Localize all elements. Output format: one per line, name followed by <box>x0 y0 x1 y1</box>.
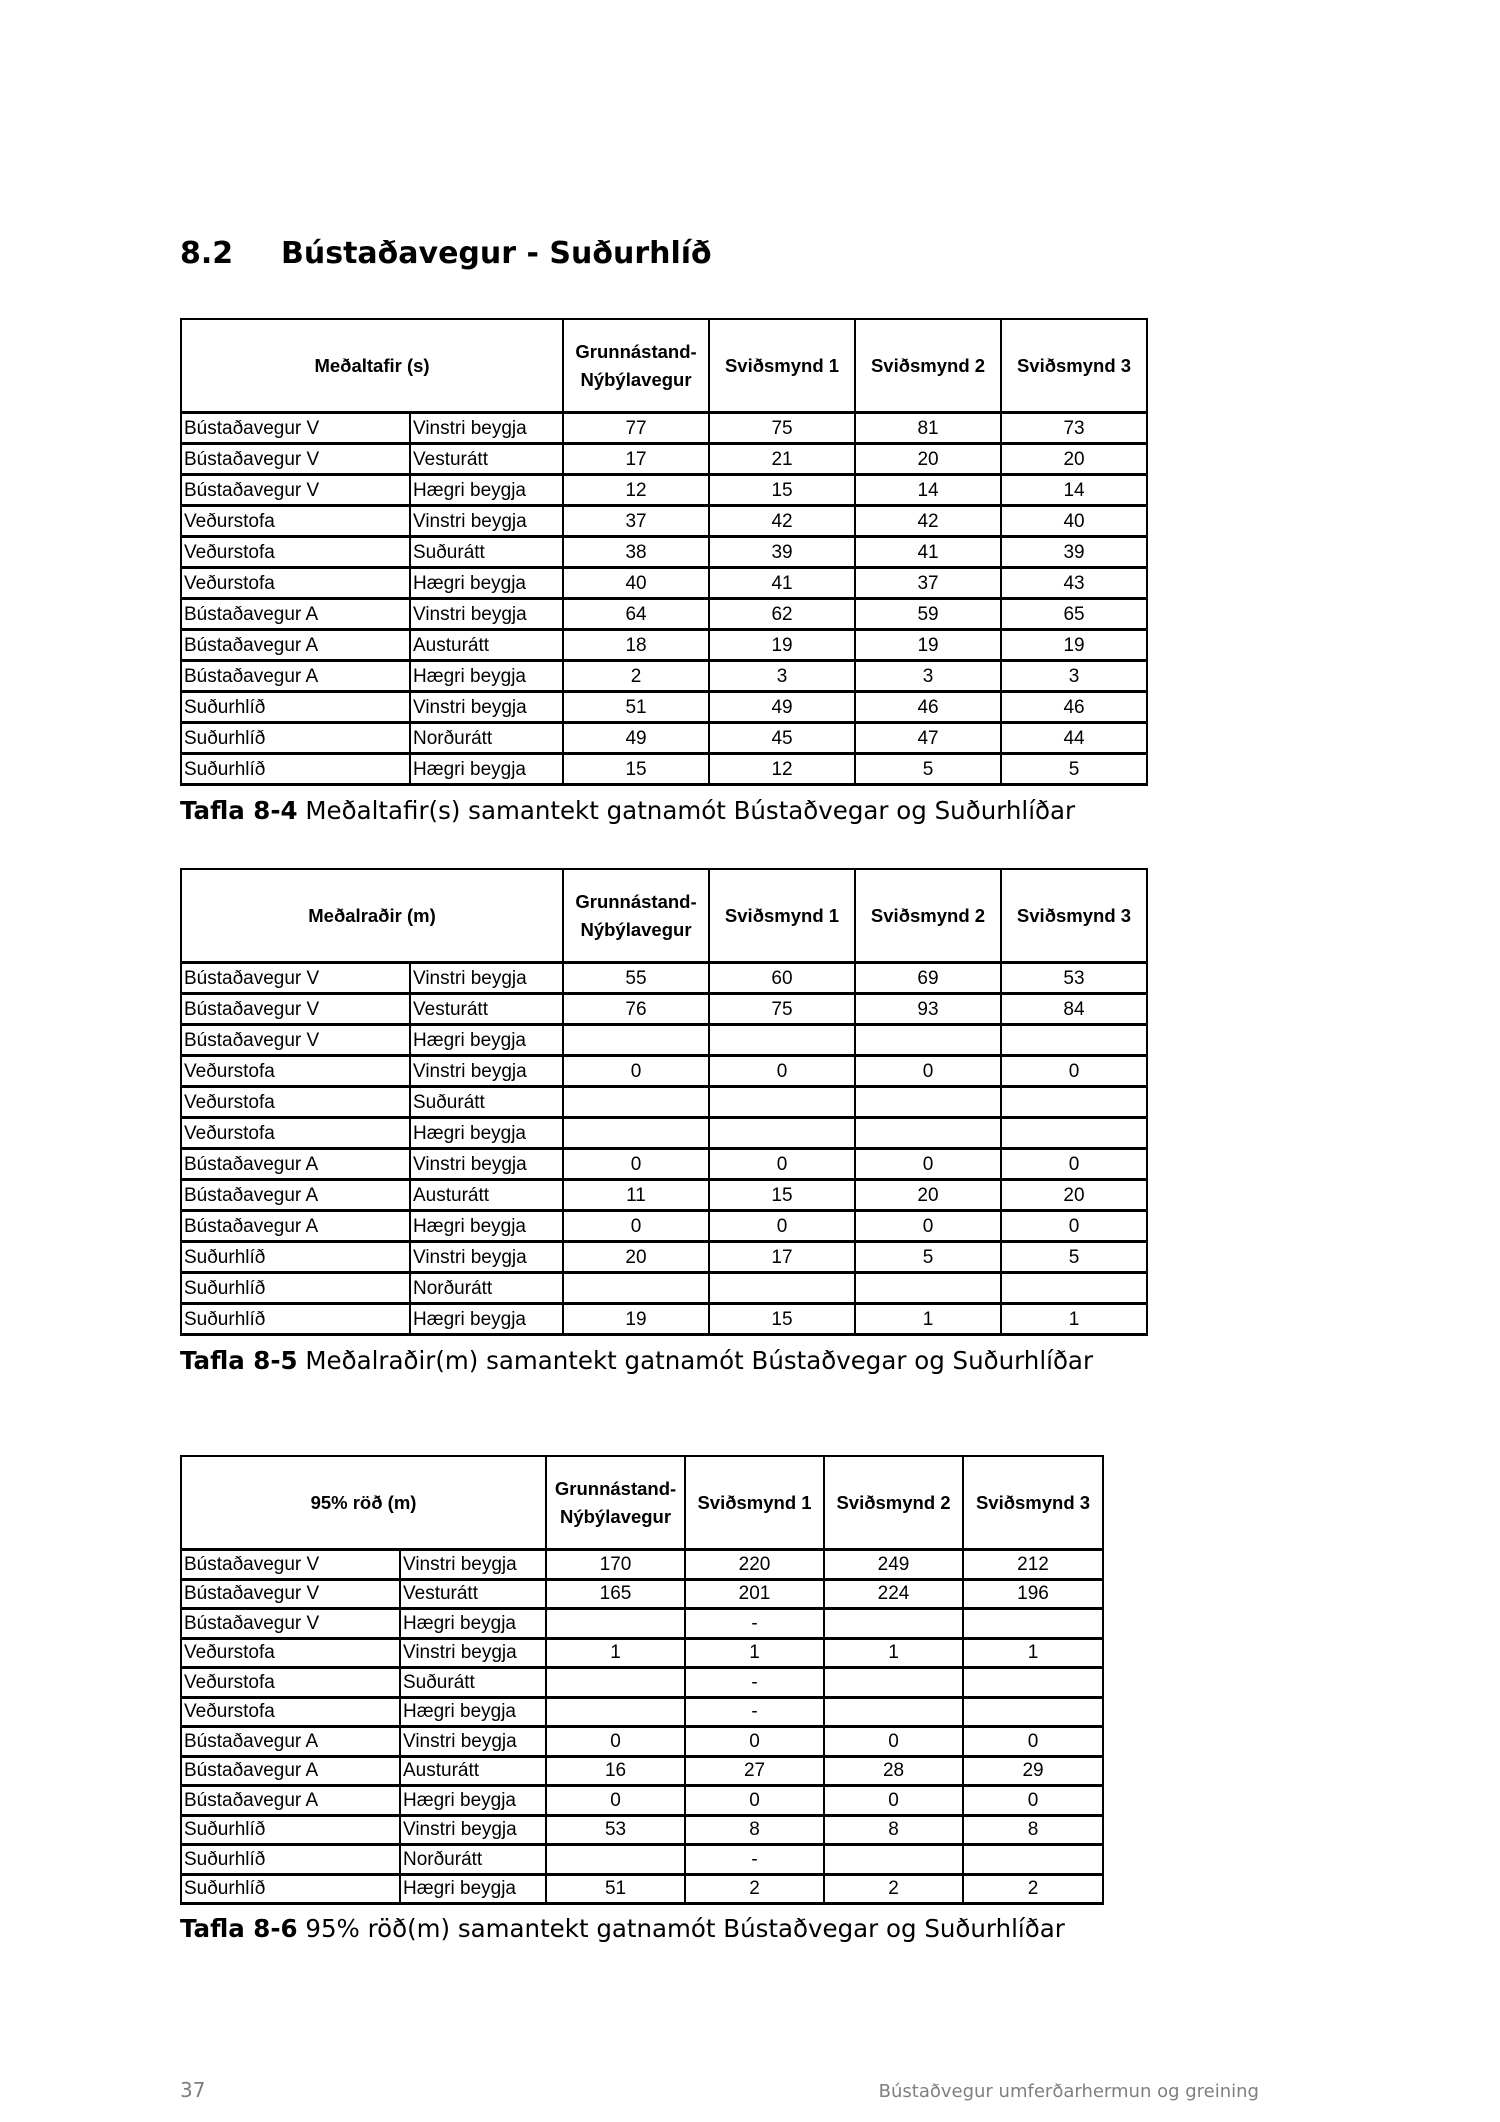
value-cell: 0 <box>1001 1211 1147 1242</box>
approach-cell: Suðurhlíð <box>181 692 410 723</box>
approach-cell: Bústaðavegur A <box>181 1786 400 1816</box>
value-cell: - <box>685 1668 824 1698</box>
value-cell: 0 <box>1001 1056 1147 1087</box>
caption-text: Meðalraðir(m) samantekt gatnamót Bústaðvegar og Suðurhlíðar <box>297 1346 1094 1375</box>
value-cell: 93 <box>855 994 1001 1025</box>
value-cell: 165 <box>546 1579 685 1609</box>
value-cell: 15 <box>709 1180 855 1211</box>
page-number: 37 <box>180 2078 206 2102</box>
approach-cell: Veðurstofa <box>181 537 410 568</box>
approach-cell: Bústaðavegur A <box>181 630 410 661</box>
table-row <box>181 537 1147 568</box>
table-row <box>181 475 1147 506</box>
value-cell: 29 <box>963 1756 1103 1786</box>
approach-cell: Bústaðavegur V <box>181 1579 400 1609</box>
value-cell: 0 <box>963 1727 1103 1757</box>
value-cell <box>1001 1273 1147 1304</box>
table-row <box>181 1756 1103 1786</box>
movement-cell: Suðurátt <box>400 1668 546 1698</box>
movement-cell: Vinstri beygja <box>410 599 563 630</box>
value-cell: 17 <box>563 444 709 475</box>
value-cell: 43 <box>1001 568 1147 599</box>
value-cell: - <box>685 1845 824 1875</box>
table-row <box>181 1668 1103 1698</box>
value-cell: 46 <box>1001 692 1147 723</box>
value-cell: 16 <box>546 1756 685 1786</box>
column-header: Grunnástand- Nýbýlavegur <box>563 319 709 413</box>
approach-cell: Bústaðavegur A <box>181 599 410 630</box>
value-cell <box>855 1087 1001 1118</box>
value-cell: 20 <box>1001 444 1147 475</box>
value-cell: 0 <box>563 1149 709 1180</box>
approach-cell: Veðurstofa <box>181 1697 400 1727</box>
value-cell: 44 <box>1001 723 1147 754</box>
movement-cell: Vinstri beygja <box>410 413 563 444</box>
value-cell: 39 <box>1001 537 1147 568</box>
approach-cell: Veðurstofa <box>181 1638 400 1668</box>
value-cell: 19 <box>709 630 855 661</box>
value-cell: 11 <box>563 1180 709 1211</box>
table-caption <box>180 796 1075 825</box>
approach-cell: Veðurstofa <box>181 506 410 537</box>
table-row <box>181 1550 1103 1580</box>
value-cell <box>824 1609 963 1639</box>
movement-cell: Norðurátt <box>410 1273 563 1304</box>
column-header: Sviðsmynd 1 <box>709 869 855 963</box>
caption-label: Tafla 8-4 <box>180 796 298 825</box>
value-cell <box>855 1025 1001 1056</box>
value-cell: 46 <box>855 692 1001 723</box>
approach-cell: Suðurhlíð <box>181 754 410 785</box>
table-row <box>181 1727 1103 1757</box>
movement-cell: Hægri beygja <box>410 475 563 506</box>
approach-cell: Bústaðavegur A <box>181 1756 400 1786</box>
value-cell: 0 <box>563 1211 709 1242</box>
value-cell <box>963 1609 1103 1639</box>
value-cell: 2 <box>963 1874 1103 1904</box>
table-row <box>181 1056 1147 1087</box>
table-row <box>181 1845 1103 1875</box>
value-cell: 73 <box>1001 413 1147 444</box>
value-cell: 60 <box>709 963 855 994</box>
table-row <box>181 444 1147 475</box>
approach-cell: Veðurstofa <box>181 568 410 599</box>
table-row <box>181 1273 1147 1304</box>
value-cell: 15 <box>709 475 855 506</box>
value-cell: 249 <box>824 1550 963 1580</box>
value-cell: 18 <box>563 630 709 661</box>
value-cell <box>963 1845 1103 1875</box>
value-cell: - <box>685 1697 824 1727</box>
movement-cell: Vesturátt <box>410 994 563 1025</box>
value-cell: - <box>685 1609 824 1639</box>
approach-cell: Veðurstofa <box>181 1087 410 1118</box>
approach-cell: Bústaðavegur V <box>181 444 410 475</box>
value-cell: 20 <box>1001 1180 1147 1211</box>
value-cell: 0 <box>855 1056 1001 1087</box>
value-cell: 0 <box>563 1056 709 1087</box>
movement-cell: Vesturátt <box>400 1579 546 1609</box>
value-cell: 5 <box>855 754 1001 785</box>
approach-cell: Suðurhlíð <box>181 1874 400 1904</box>
value-cell: 220 <box>685 1550 824 1580</box>
value-cell <box>546 1845 685 1875</box>
value-cell: 201 <box>685 1579 824 1609</box>
table-medalradir <box>180 868 1148 1336</box>
column-header: Grunnástand- Nýbýlavegur <box>563 869 709 963</box>
value-cell: 0 <box>824 1786 963 1816</box>
value-cell: 196 <box>963 1579 1103 1609</box>
value-cell: 0 <box>963 1786 1103 1816</box>
section-heading <box>180 236 712 271</box>
table-row <box>181 994 1147 1025</box>
value-cell: 20 <box>855 444 1001 475</box>
value-cell: 37 <box>855 568 1001 599</box>
value-cell <box>824 1668 963 1698</box>
value-cell: 224 <box>824 1579 963 1609</box>
column-header: Sviðsmynd 3 <box>1001 869 1147 963</box>
value-cell: 38 <box>563 537 709 568</box>
approach-cell: Bústaðavegur A <box>181 661 410 692</box>
movement-cell: Vinstri beygja <box>400 1638 546 1668</box>
caption-text: 95% röð(m) samantekt gatnamót Bústaðvegar og Suðurhlíðar <box>297 1914 1065 1943</box>
table-row <box>181 1697 1103 1727</box>
table-title: Meðalraðir (m) <box>181 869 563 963</box>
movement-cell: Norðurátt <box>410 723 563 754</box>
value-cell: 84 <box>1001 994 1147 1025</box>
value-cell: 15 <box>709 1304 855 1335</box>
value-cell: 0 <box>685 1727 824 1757</box>
value-cell <box>963 1697 1103 1727</box>
table-row <box>181 630 1147 661</box>
value-cell: 51 <box>546 1874 685 1904</box>
movement-cell: Vinstri beygja <box>410 963 563 994</box>
value-cell: 1 <box>685 1638 824 1668</box>
table-row <box>181 1025 1147 1056</box>
table-row <box>181 723 1147 754</box>
movement-cell: Vinstri beygja <box>400 1550 546 1580</box>
movement-cell: Vinstri beygja <box>410 1149 563 1180</box>
footer-document-title: Bústaðvegur umferðarhermun og greining <box>878 2081 1259 2102</box>
approach-cell: Suðurhlíð <box>181 723 410 754</box>
value-cell: 41 <box>709 568 855 599</box>
value-cell: 53 <box>546 1815 685 1845</box>
approach-cell: Bústaðavegur A <box>181 1211 410 1242</box>
movement-cell: Austurátt <box>400 1756 546 1786</box>
movement-cell: Hægri beygja <box>410 1211 563 1242</box>
approach-cell: Suðurhlíð <box>181 1845 400 1875</box>
table-caption <box>180 1346 1093 1375</box>
value-cell <box>824 1697 963 1727</box>
movement-cell: Hægri beygja <box>400 1786 546 1816</box>
movement-cell: Vesturátt <box>410 444 563 475</box>
table-title: 95% röð (m) <box>181 1456 546 1550</box>
table-row <box>181 754 1147 785</box>
value-cell: 212 <box>963 1550 1103 1580</box>
column-header: Sviðsmynd 3 <box>1001 319 1147 413</box>
table-row <box>181 692 1147 723</box>
value-cell: 27 <box>685 1756 824 1786</box>
column-header: Sviðsmynd 2 <box>855 869 1001 963</box>
column-header: Sviðsmynd 1 <box>709 319 855 413</box>
table-row <box>181 1815 1103 1845</box>
table-row <box>181 599 1147 630</box>
approach-cell: Bústaðavegur V <box>181 1609 400 1639</box>
value-cell: 8 <box>824 1815 963 1845</box>
table-caption <box>180 1914 1065 1943</box>
value-cell: 19 <box>855 630 1001 661</box>
table-medaltafir <box>180 318 1148 786</box>
value-cell: 3 <box>709 661 855 692</box>
value-cell: 5 <box>855 1242 1001 1273</box>
section-title: Bústaðavegur - Suðurhlíð <box>281 236 712 271</box>
value-cell: 20 <box>563 1242 709 1273</box>
column-header: Sviðsmynd 2 <box>824 1456 963 1550</box>
value-cell <box>709 1025 855 1056</box>
table-row <box>181 1149 1147 1180</box>
movement-cell: Vinstri beygja <box>410 692 563 723</box>
value-cell <box>563 1273 709 1304</box>
table-row <box>181 1579 1103 1609</box>
movement-cell: Hægri beygja <box>410 754 563 785</box>
table-row <box>181 963 1147 994</box>
value-cell: 8 <box>685 1815 824 1845</box>
movement-cell: Hægri beygja <box>400 1609 546 1639</box>
movement-cell: Vinstri beygja <box>410 506 563 537</box>
value-cell: 3 <box>855 661 1001 692</box>
approach-cell: Bústaðavegur A <box>181 1727 400 1757</box>
movement-cell: Hægri beygja <box>400 1874 546 1904</box>
value-cell: 47 <box>855 723 1001 754</box>
value-cell: 40 <box>1001 506 1147 537</box>
value-cell: 28 <box>824 1756 963 1786</box>
approach-cell: Bústaðavegur V <box>181 1025 410 1056</box>
column-header: Sviðsmynd 1 <box>685 1456 824 1550</box>
value-cell: 1 <box>855 1304 1001 1335</box>
value-cell: 49 <box>563 723 709 754</box>
movement-cell: Austurátt <box>410 1180 563 1211</box>
table-row <box>181 568 1147 599</box>
value-cell: 19 <box>563 1304 709 1335</box>
movement-cell: Suðurátt <box>410 1087 563 1118</box>
value-cell: 0 <box>824 1727 963 1757</box>
value-cell <box>709 1273 855 1304</box>
value-cell: 53 <box>1001 963 1147 994</box>
approach-cell: Veðurstofa <box>181 1118 410 1149</box>
value-cell: 42 <box>855 506 1001 537</box>
section-number: 8.2 <box>180 236 234 271</box>
value-cell: 14 <box>1001 475 1147 506</box>
value-cell: 2 <box>824 1874 963 1904</box>
value-cell: 2 <box>563 661 709 692</box>
value-cell: 1 <box>1001 1304 1147 1335</box>
value-cell: 76 <box>563 994 709 1025</box>
value-cell <box>1001 1087 1147 1118</box>
value-cell: 170 <box>546 1550 685 1580</box>
approach-cell: Bústaðavegur V <box>181 1550 400 1580</box>
movement-cell: Hægri beygja <box>410 568 563 599</box>
value-cell: 0 <box>685 1786 824 1816</box>
value-cell <box>709 1118 855 1149</box>
approach-cell: Bústaðavegur V <box>181 994 410 1025</box>
table-row <box>181 1087 1147 1118</box>
table-row <box>181 1118 1147 1149</box>
approach-cell: Bústaðavegur V <box>181 475 410 506</box>
movement-cell: Hægri beygja <box>410 661 563 692</box>
value-cell <box>563 1087 709 1118</box>
value-cell: 12 <box>563 475 709 506</box>
value-cell: 64 <box>563 599 709 630</box>
value-cell: 17 <box>709 1242 855 1273</box>
value-cell: 62 <box>709 599 855 630</box>
value-cell <box>546 1668 685 1698</box>
table-row <box>181 1242 1147 1273</box>
value-cell: 0 <box>855 1149 1001 1180</box>
approach-cell: Suðurhlíð <box>181 1815 400 1845</box>
value-cell <box>709 1087 855 1118</box>
value-cell: 8 <box>963 1815 1103 1845</box>
table-row <box>181 1874 1103 1904</box>
table-row <box>181 1180 1147 1211</box>
value-cell: 0 <box>546 1786 685 1816</box>
value-cell: 0 <box>709 1056 855 1087</box>
value-cell: 75 <box>709 413 855 444</box>
approach-cell: Bústaðavegur V <box>181 413 410 444</box>
value-cell: 77 <box>563 413 709 444</box>
value-cell: 37 <box>563 506 709 537</box>
value-cell: 40 <box>563 568 709 599</box>
value-cell: 3 <box>1001 661 1147 692</box>
value-cell <box>563 1118 709 1149</box>
approach-cell: Suðurhlíð <box>181 1242 410 1273</box>
value-cell <box>1001 1025 1147 1056</box>
value-cell: 65 <box>1001 599 1147 630</box>
column-header: Sviðsmynd 2 <box>855 319 1001 413</box>
movement-cell: Vinstri beygja <box>410 1056 563 1087</box>
column-header: Sviðsmynd 3 <box>963 1456 1103 1550</box>
value-cell <box>855 1118 1001 1149</box>
table-row <box>181 1638 1103 1668</box>
value-cell: 39 <box>709 537 855 568</box>
value-cell: 0 <box>855 1211 1001 1242</box>
caption-label: Tafla 8-5 <box>180 1346 298 1375</box>
value-cell: 45 <box>709 723 855 754</box>
movement-cell: Vinstri beygja <box>410 1242 563 1273</box>
value-cell: 19 <box>1001 630 1147 661</box>
value-cell: 59 <box>855 599 1001 630</box>
value-cell: 75 <box>709 994 855 1025</box>
approach-cell: Veðurstofa <box>181 1056 410 1087</box>
table-row <box>181 1786 1103 1816</box>
value-cell: 1 <box>824 1638 963 1668</box>
movement-cell: Vinstri beygja <box>400 1727 546 1757</box>
movement-cell: Hægri beygja <box>410 1304 563 1335</box>
approach-cell: Suðurhlíð <box>181 1273 410 1304</box>
caption-text: Meðaltafir(s) samantekt gatnamót Bústaðvegar og Suðurhlíðar <box>297 796 1076 825</box>
table-row <box>181 661 1147 692</box>
approach-cell: Suðurhlíð <box>181 1304 410 1335</box>
movement-cell: Vinstri beygja <box>400 1815 546 1845</box>
value-cell <box>546 1609 685 1639</box>
value-cell <box>1001 1118 1147 1149</box>
value-cell: 69 <box>855 963 1001 994</box>
value-cell: 0 <box>546 1727 685 1757</box>
value-cell: 15 <box>563 754 709 785</box>
value-cell: 1 <box>546 1638 685 1668</box>
value-cell: 1 <box>963 1638 1103 1668</box>
value-cell: 0 <box>709 1149 855 1180</box>
value-cell: 81 <box>855 413 1001 444</box>
value-cell: 49 <box>709 692 855 723</box>
table-row <box>181 413 1147 444</box>
approach-cell: Veðurstofa <box>181 1668 400 1698</box>
table-row <box>181 1304 1147 1335</box>
value-cell: 5 <box>1001 754 1147 785</box>
value-cell: 12 <box>709 754 855 785</box>
value-cell <box>563 1025 709 1056</box>
value-cell <box>824 1845 963 1875</box>
value-cell <box>546 1697 685 1727</box>
value-cell: 5 <box>1001 1242 1147 1273</box>
value-cell: 42 <box>709 506 855 537</box>
caption-label: Tafla 8-6 <box>180 1914 298 1943</box>
value-cell: 41 <box>855 537 1001 568</box>
value-cell: 2 <box>685 1874 824 1904</box>
table-row <box>181 1609 1103 1639</box>
value-cell: 21 <box>709 444 855 475</box>
movement-cell: Austurátt <box>410 630 563 661</box>
movement-cell: Hægri beygja <box>410 1118 563 1149</box>
table-95-rod <box>180 1455 1104 1905</box>
value-cell <box>855 1273 1001 1304</box>
table-title: Meðaltafir (s) <box>181 319 563 413</box>
approach-cell: Bústaðavegur A <box>181 1180 410 1211</box>
approach-cell: Bústaðavegur A <box>181 1149 410 1180</box>
movement-cell: Hægri beygja <box>410 1025 563 1056</box>
table-row <box>181 1211 1147 1242</box>
approach-cell: Bústaðavegur V <box>181 963 410 994</box>
value-cell: 20 <box>855 1180 1001 1211</box>
value-cell: 0 <box>709 1211 855 1242</box>
movement-cell: Hægri beygja <box>400 1697 546 1727</box>
value-cell: 14 <box>855 475 1001 506</box>
value-cell: 0 <box>1001 1149 1147 1180</box>
value-cell: 55 <box>563 963 709 994</box>
table-row <box>181 506 1147 537</box>
movement-cell: Norðurátt <box>400 1845 546 1875</box>
value-cell <box>963 1668 1103 1698</box>
value-cell: 51 <box>563 692 709 723</box>
movement-cell: Suðurátt <box>410 537 563 568</box>
column-header: Grunnástand- Nýbýlavegur <box>546 1456 685 1550</box>
